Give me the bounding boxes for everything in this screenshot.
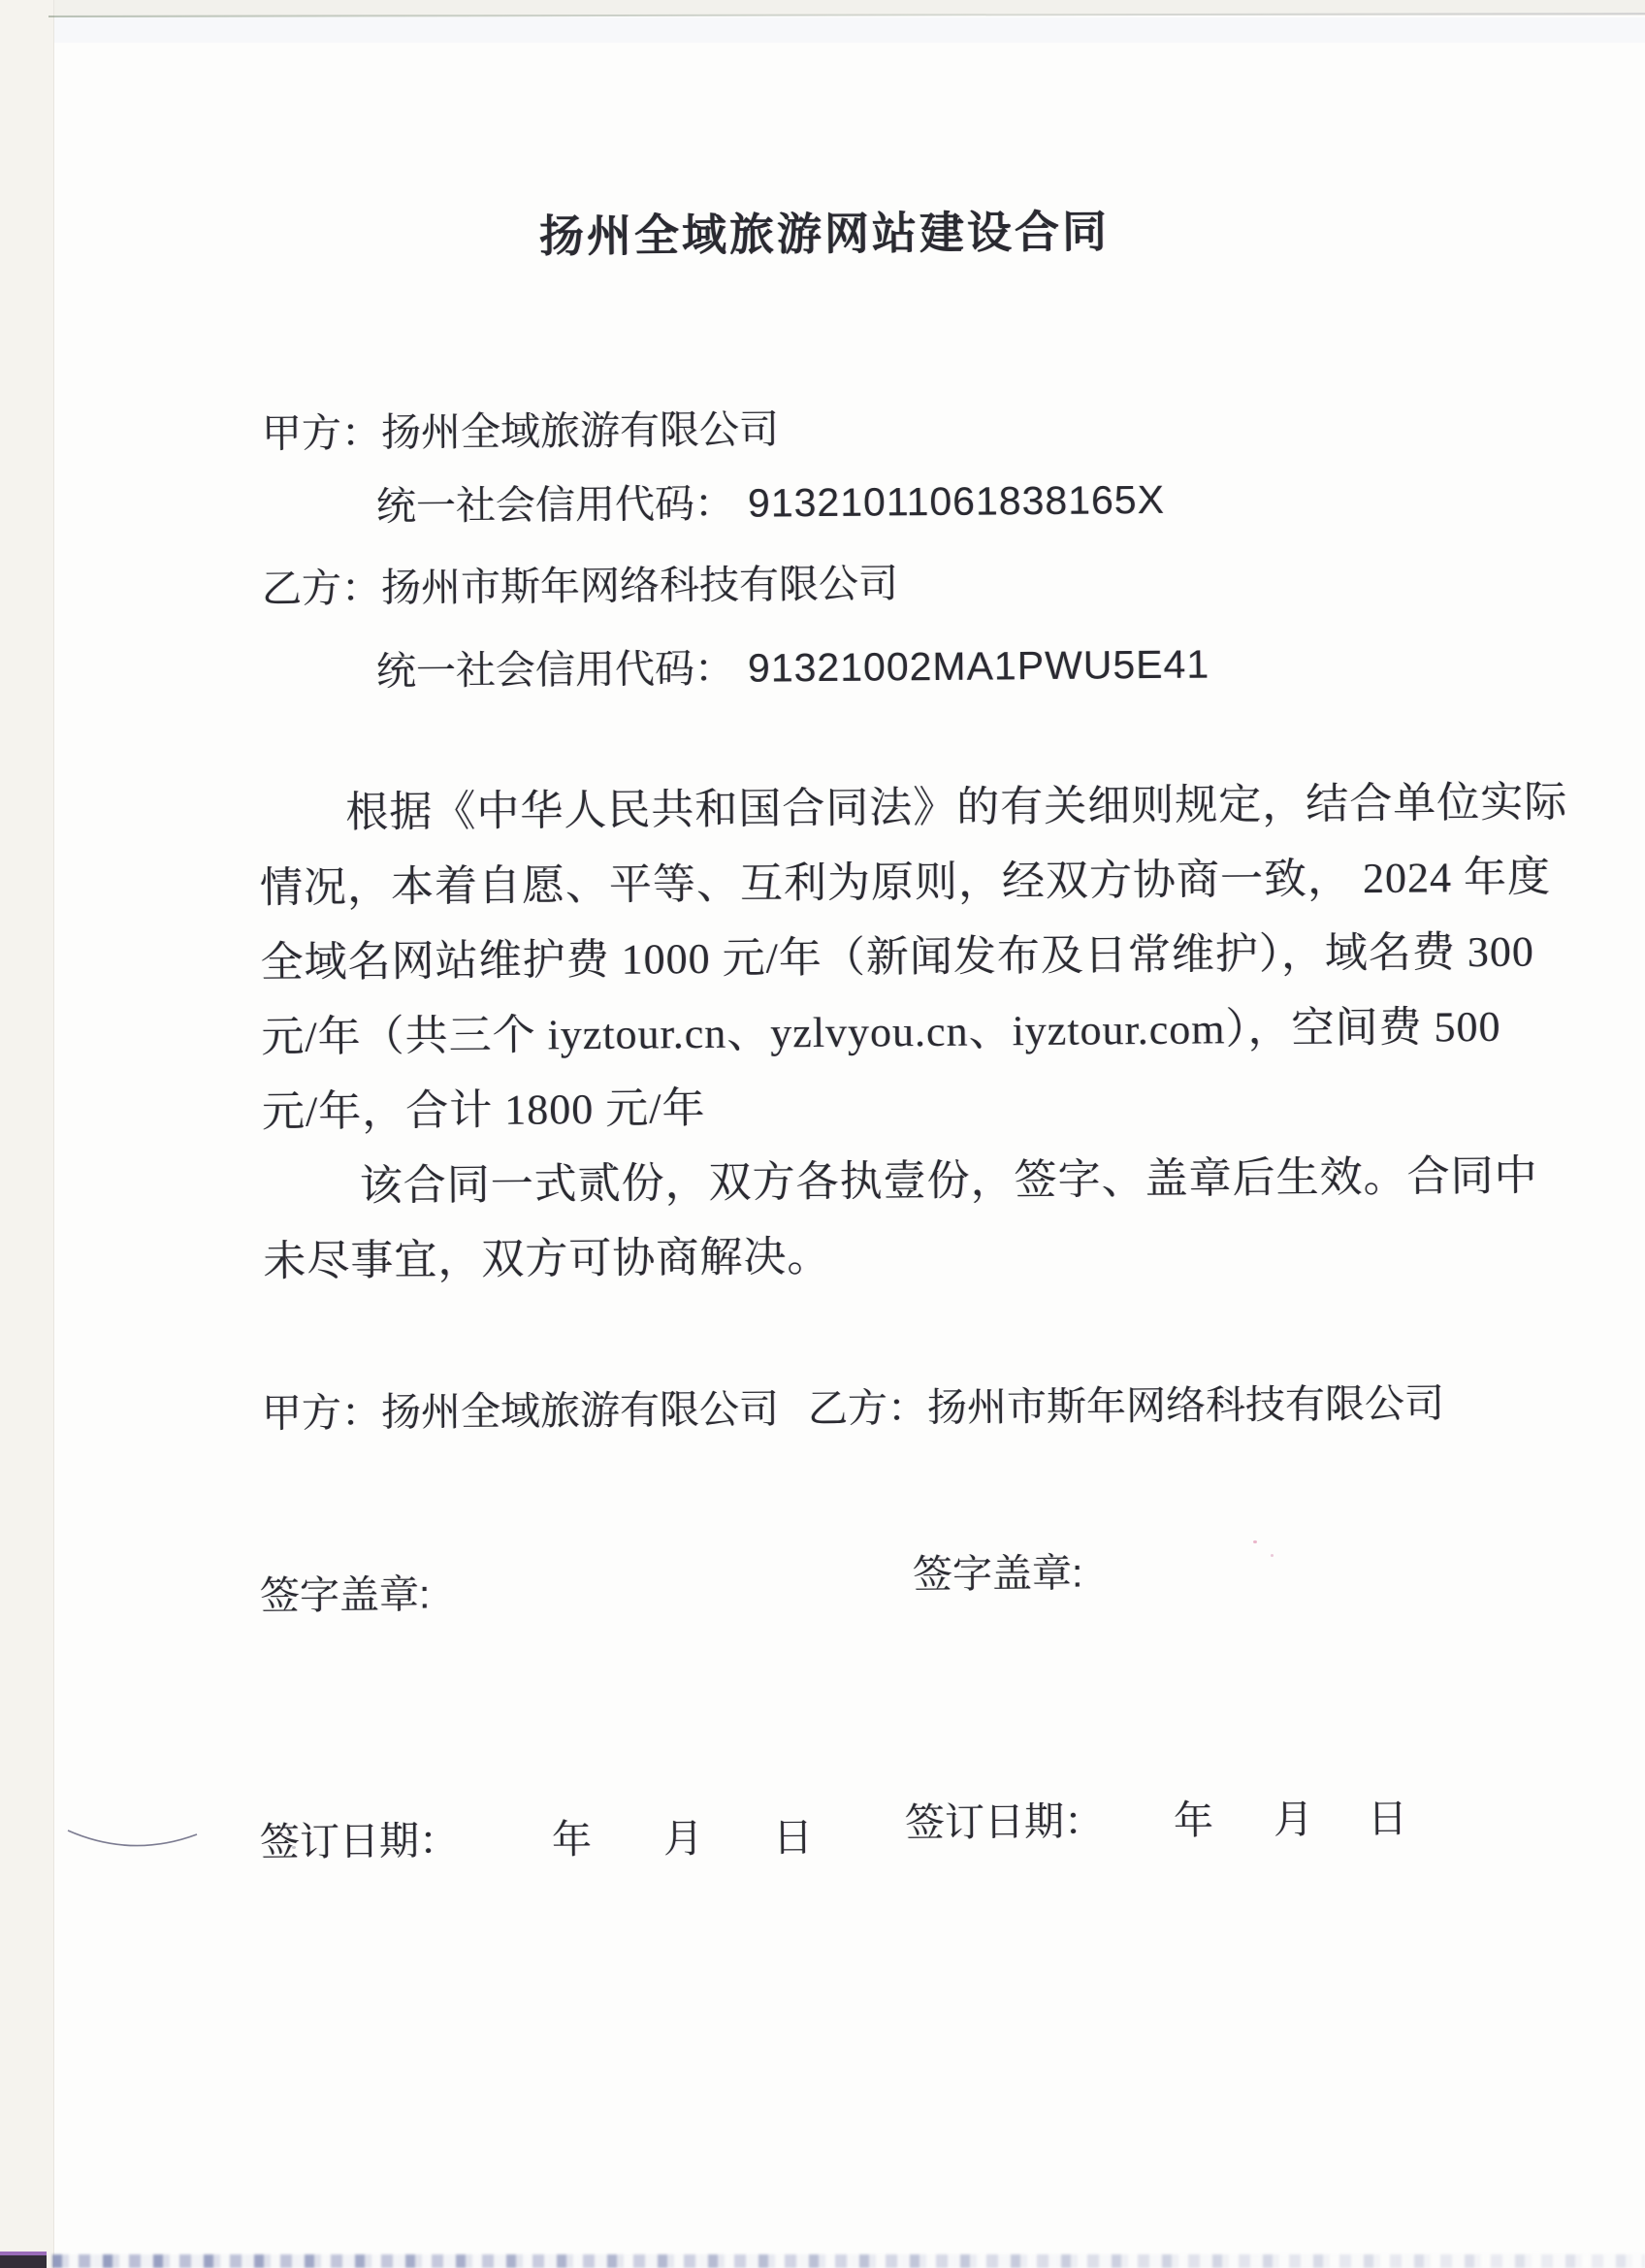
- body-line: 未尽事宜，双方可协商解决。: [263, 1232, 831, 1285]
- day-blank-label: 日: [1367, 1796, 1408, 1841]
- signing-date-label: 签订日期：: [904, 1798, 1105, 1845]
- party-b-row: [262, 551, 898, 614]
- bottom-left-scan-corner: [0, 2255, 47, 2268]
- party-a-credit-row: [376, 468, 1165, 532]
- contract-title: 扬州全域旅游网站建设合同: [538, 206, 1111, 262]
- signature-party-b: 乙方：扬州市斯年网络科技有限公司: [807, 1380, 1445, 1432]
- party-b-credit-code: 91321002MA1PWU5E41: [747, 641, 1210, 691]
- sign-seal-label-party-a: 签字盖章:: [259, 1571, 431, 1618]
- year-blank-label: 年: [551, 1817, 593, 1863]
- paper-top-shade: [54, 17, 1645, 43]
- day-blank-label: 日: [772, 1815, 814, 1861]
- signature-party-a: 甲方：扬州全域旅游有限公司: [261, 1386, 780, 1436]
- party-a-credit-code: 91321011061838165X: [747, 476, 1166, 526]
- party-b-credit-label: 统一社会信用代码：: [375, 645, 735, 694]
- signature-parties-row: [262, 1371, 1444, 1439]
- scanner-left-band: [0, 0, 54, 2268]
- scan-speck: [292, 1846, 296, 1849]
- body-line: 根据《中华人民共和国合同法》的有关细则规定，结合单位实际: [345, 778, 1568, 837]
- party-b-name: 扬州市斯年网络科技有限公司: [380, 561, 899, 610]
- sign-seal-label-party-b: 签字盖章:: [912, 1550, 1083, 1597]
- scan-speck: [287, 1833, 291, 1836]
- scan-speck: [1253, 1540, 1257, 1543]
- contract-body: [259, 765, 1568, 1299]
- body-line: 该合同一式贰份，双方各执壹份，签字、盖章后生效。合同中: [359, 1151, 1538, 1211]
- signing-date-row-party-b: [905, 1786, 1407, 1848]
- party-a-credit-label: 统一社会信用代码：: [375, 480, 735, 529]
- body-line: 全域名网站维护费 1000 元/年（新闻发布及日常维护），域名费 300: [260, 927, 1535, 987]
- month-blank-label: 月: [1273, 1797, 1314, 1842]
- party-b-credit-row: [376, 632, 1210, 697]
- body-line: 元/年，合计 1800 元/年: [261, 1084, 706, 1136]
- party-a-row: [262, 397, 779, 459]
- body-line: 情况，本着自愿、平等、互利为原则，经双方协商一致， 2024 年度: [259, 853, 1552, 912]
- signing-date-label: 签订日期：: [259, 1818, 460, 1864]
- signing-date-row-party-a: [260, 1805, 813, 1867]
- scan-speck: [1271, 1554, 1274, 1557]
- pen-stroke-mark: [56, 1820, 211, 1864]
- party-b-label: 乙方：: [261, 565, 382, 611]
- year-blank-label: 年: [1173, 1798, 1214, 1843]
- party-a-label: 甲方：: [261, 409, 382, 456]
- body-line: 元/年（共三个 iyztour.cn、yzlvyou.cn、iyztour.com），空间费 500: [261, 1002, 1501, 1061]
- party-a-name: 扬州全域旅游有限公司: [380, 406, 780, 455]
- month-blank-label: 月: [662, 1816, 704, 1862]
- bottom-bleed-through-strip: [52, 2254, 1645, 2268]
